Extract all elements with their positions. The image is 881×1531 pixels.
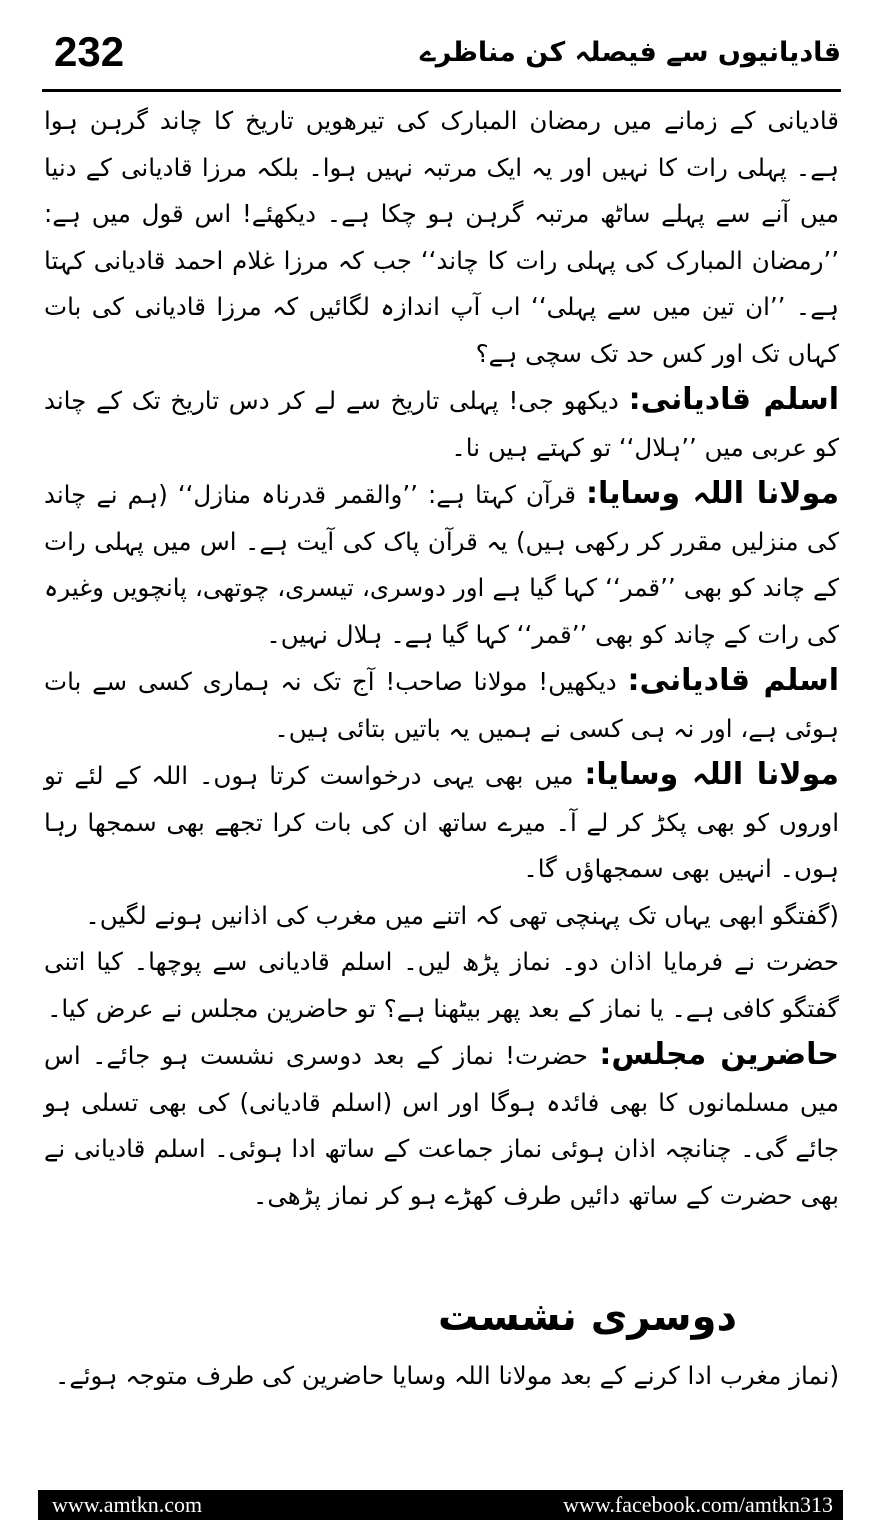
- dialogue-maulana-2: [44, 752, 839, 893]
- closing-paragraph: (نماز مغرب ادا کرنے کے بعد مولانا اللہ وسایا حاضرین کی طرف متوجہ ہوئے۔: [55, 1361, 839, 1390]
- page-content: [44, 98, 839, 1441]
- page-header: [42, 18, 841, 92]
- speaker-text: دیکھیں! مولانا صاحب! آج تک نہ ہماری کسی سے بات ہوئی ہے، اور نہ ہی کسی نے ہمیں یہ باتیں بتائی ہیں۔: [44, 667, 839, 743]
- intro-paragraph: قادیانی کے زمانے میں رمضان المبارک کی تیرھویں تاریخ کا چاند گرہن ہوا ہے۔ پہلی رات کا نہیں اور یہ ایک مرتبہ نہیں ہوا۔ بلکہ مرزا قادیانی کے دنیا میں آنے سے پہلے ساٹھ مرتبہ گرہن ہو چکا ہے۔ دیکھئے! اس قول میں ہے: ’’رمضان المبارک کی پہلی رات کا چاند‘‘ جب کہ مرزا غلام احمد قادیانی کہتا ہے۔ ’’ان تین میں سے پہلی‘‘ اب آپ اندازہ لگائیں کہ مرزا قادیانی کی بات کہاں تک اور کس حد تک سچی ہے؟: [44, 106, 839, 368]
- dialogue-aslam-2: [44, 658, 839, 752]
- header-divider: [42, 89, 841, 92]
- speaker-name: حاضرین مجلس:: [599, 1037, 839, 1072]
- dialogue-aslam-1: [44, 377, 839, 471]
- speaker-name: اسلم قادیانی:: [627, 663, 839, 698]
- book-title: قادیانیوں سے فیصلہ کن مناظرے: [419, 37, 841, 68]
- speaker-text: دیکھو جی! پہلی تاریخ سے لے کر دس تاریخ تک کے چاند کو عربی میں ’’ہلال‘‘ تو کہتے ہیں نا۔: [44, 386, 839, 462]
- footer-facebook-link[interactable]: www.facebook.com/amtkn313: [563, 1492, 833, 1517]
- speaker-name: مولانا اللہ وسایا:: [584, 757, 840, 792]
- speaker-name: مولانا اللہ وسایا:: [586, 476, 840, 511]
- narration-azan: (گفتگو ابھی یہاں تک پہنچی تھی کہ اتنے میں مغرب کی اذانیں ہونے لگیں۔: [85, 900, 839, 930]
- speaker-text: حضرت! نماز کے بعد دوسری نشست ہو جائے۔ اس میں مسلمانوں کا بھی فائدہ ہوگا اور اس (اسلم قادیانی) کی بھی تسلی ہو جائے گی۔ چنانچہ اذان ہوئی نماز جماعت کے ساتھ ادا ہوئی۔ اسلم قادیانی نے بھی حضرت کے ساتھ دائیں طرف کھڑے ہو کر نماز پڑھی۔: [44, 1041, 839, 1210]
- footer-website-link[interactable]: www.amtkn.com: [52, 1492, 203, 1517]
- section-heading: دوسری نشست: [438, 1294, 737, 1340]
- dialogue-audience: [44, 1032, 839, 1219]
- speaker-name: اسلم قادیانی:: [628, 382, 840, 417]
- speaker-text: قرآن کہتا ہے: ’’والقمر قدرناہ منازل‘‘ (ہم نے چاند کی منزلیں مقرر کر رکھی ہیں) یہ قرآن پاک کی آیت ہے۔ اس میں پہلی رات کے چاند کو بھی ’’قمر‘‘ کہا گیا ہے اور دوسری، تیسری، چوتھی، پانچویں وغیرہ کی رات کے چاند کو بھی ’’قمر‘‘ کہا گیا ہے۔ ہلال نہیں۔: [44, 480, 839, 649]
- page-footer: [38, 1490, 843, 1520]
- dialogue-maulana-1: [44, 471, 839, 658]
- page-number: 232: [54, 28, 125, 75]
- speaker-text: میں بھی یہی درخواست کرتا ہوں۔ اللہ کے لئے تو اوروں کو بھی پکڑ کر لے آ۔ میرے ساتھ ان کی بات کرا تجھے بھی سمجھا رہا ہوں۔ انہیں بھی سمجھاؤں گا۔: [44, 761, 839, 883]
- narration-question: حضرت نے فرمایا اذان دو۔ نماز پڑھ لیں۔ اسلم قادیانی سے پوچھا۔ کیا اتنی گفتگو کافی ہے۔ یا نماز کے بعد پھر بیٹھنا ہے؟ تو حاضرین مجلس نے عرض کیا۔: [44, 947, 839, 1023]
